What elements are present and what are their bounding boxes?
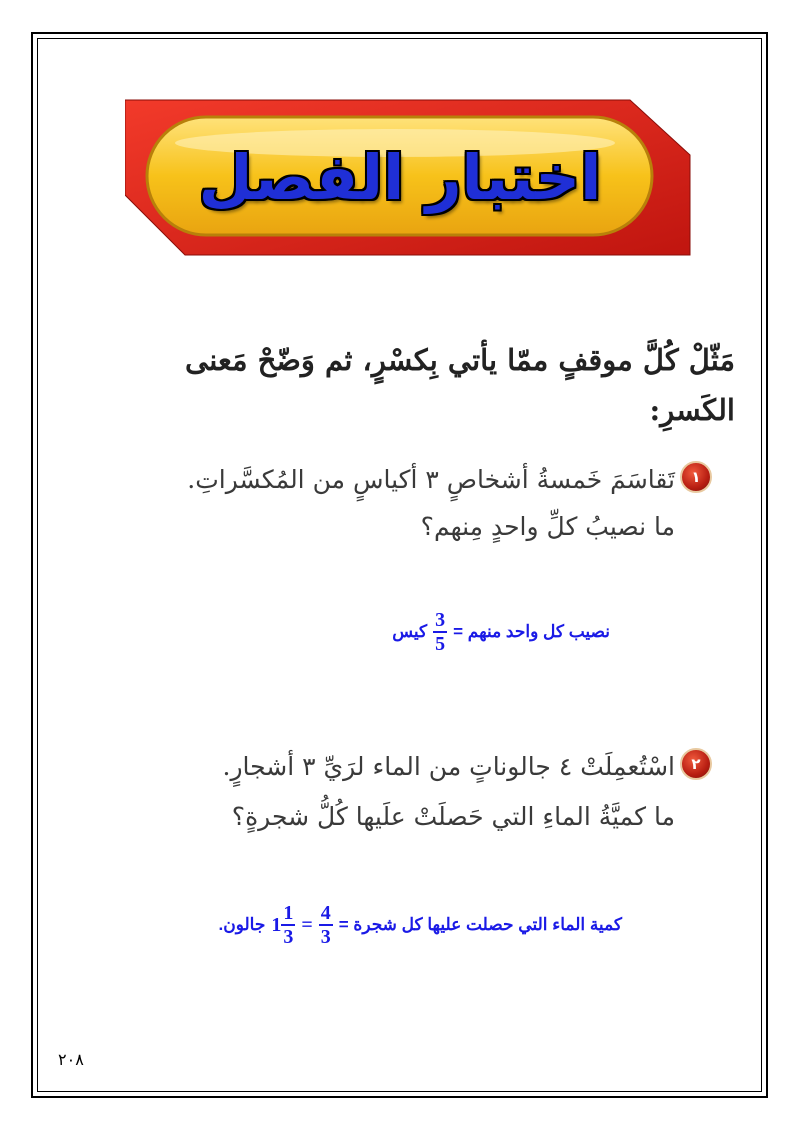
- question-1-line-2: ما نصيبُ كلِّ واحدٍ مِنهم؟: [420, 512, 675, 541]
- page-title: اختبار الفصل: [198, 141, 602, 214]
- fraction-denominator: 3: [283, 926, 294, 948]
- fraction-numerator: 4: [320, 902, 331, 924]
- answer-2-mixed-number: [271, 903, 295, 947]
- fraction-denominator: 3: [320, 926, 331, 948]
- fraction-numerator: 3: [435, 609, 446, 631]
- answer-1: [392, 610, 610, 654]
- question-2-line-2: ما كميَّةُ الماءِ التي حَصلَتْ علَيها كُلُّ شجرةٍ؟: [231, 802, 675, 831]
- mixed-fraction: [281, 903, 295, 947]
- question-number-badge-2: ٢: [680, 748, 712, 780]
- fraction-denominator: 5: [435, 633, 446, 655]
- equals-sign: =: [301, 913, 313, 936]
- answer-2-text: كمية الماء التي حصلت عليها كل شجرة =: [338, 915, 622, 934]
- answer-1-fraction: [433, 610, 447, 654]
- page-number: ٢٠٨: [58, 1050, 84, 1069]
- answer-2-unit: جالون.: [218, 915, 266, 934]
- answer-2: [219, 903, 623, 947]
- answer-2-fraction: [319, 903, 333, 947]
- answer-1-text: نصيب كل واحد منهم =: [453, 622, 610, 641]
- question-2-line-1: اسْتُعمِلَتْ ٤ جالوناتٍ من الماء لرَيِّ ٣ أشجارٍ.: [222, 752, 675, 781]
- question-number-badge-1: ١: [680, 461, 712, 493]
- question-1-line-1: تَقاسَمَ خَمسةُ أشخاصٍ ٣ أكياسٍ من المُكسَّراتِ.: [187, 465, 675, 494]
- fraction-numerator: 1: [283, 902, 294, 924]
- answer-1-unit: كيس: [392, 622, 428, 641]
- mixed-whole: 1: [271, 913, 282, 936]
- instruction-text: مَثّلْ كُلَّ موقفٍ ممّا يأتي بِكسْرٍ، ثم وَضّحْ مَعنى الكَسرِ:: [185, 343, 735, 427]
